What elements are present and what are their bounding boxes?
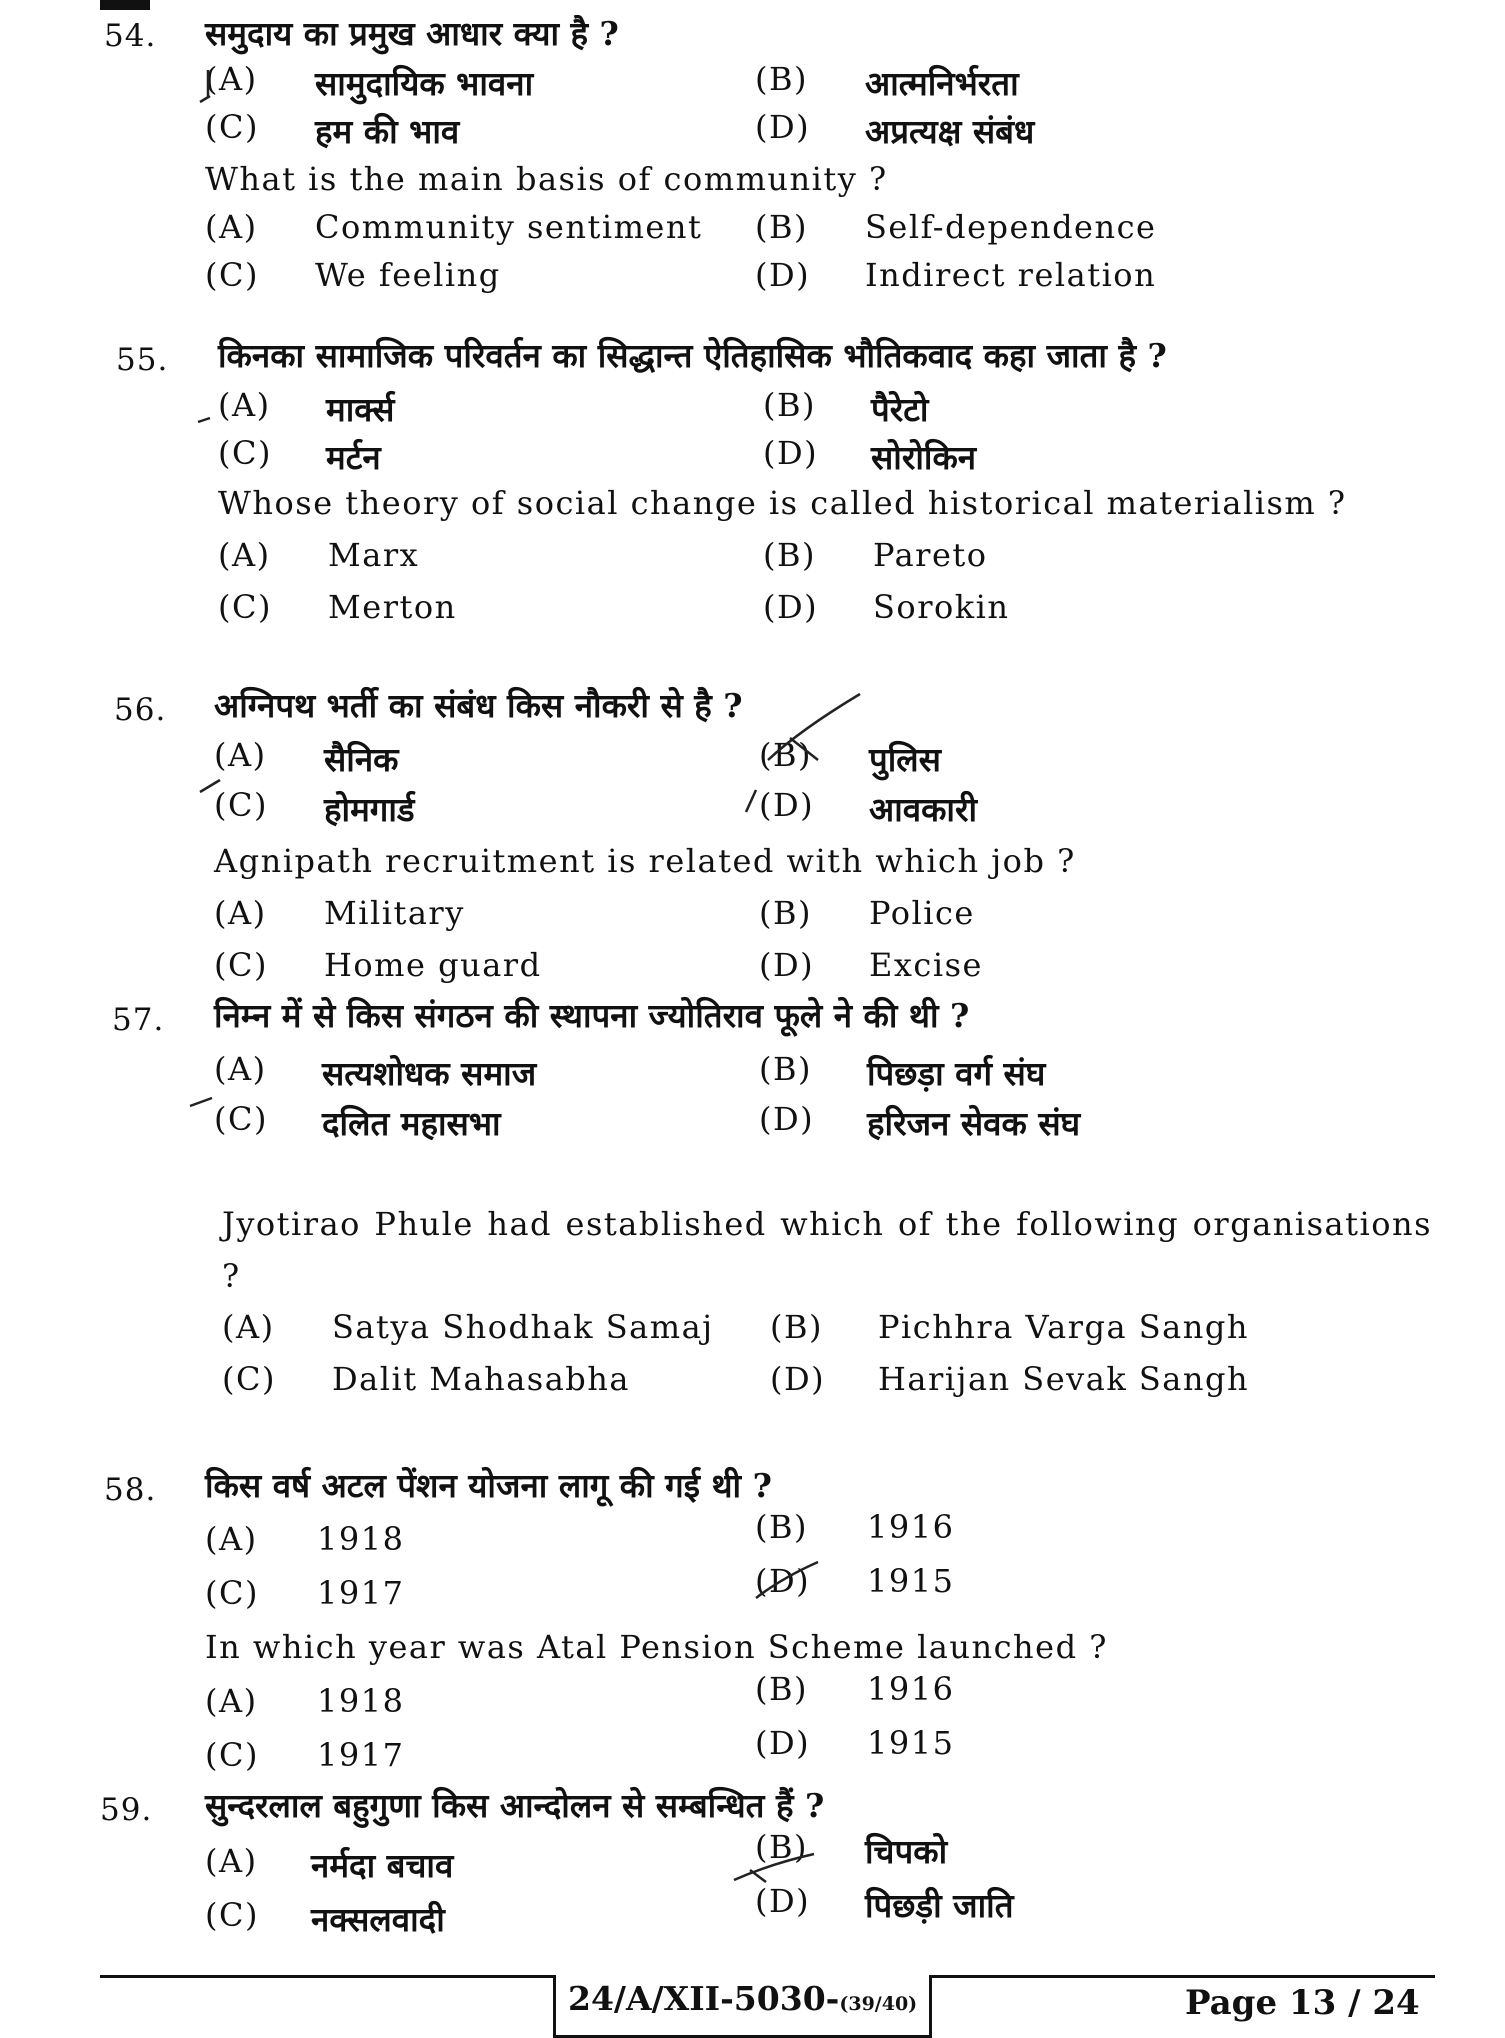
paper-code-suffix: (39/40) [839, 1993, 918, 2015]
option-letter: (D) [759, 1100, 815, 1138]
question-number: 58. [104, 1472, 157, 1508]
corner-mark [100, 0, 150, 10]
option-text: Harijan Sevak Sangh [878, 1360, 1250, 1398]
option-text: आत्मनिर्भरता [865, 64, 1019, 103]
option-text: 1918 [317, 1520, 405, 1558]
question-number: 55. [116, 342, 169, 378]
option-letter: (D) [763, 588, 819, 626]
option-letter: (C) [205, 1736, 259, 1774]
option-text: 1916 [867, 1508, 955, 1546]
option-letter: (C) [218, 588, 272, 626]
option-text: 1918 [317, 1682, 405, 1720]
pen-tick-mark [742, 786, 772, 816]
option-letter: (B) [763, 536, 816, 574]
option-text: सैनिक [324, 740, 399, 779]
option-text: सोरोकिन [871, 438, 977, 477]
option-text: पैरेटो [871, 390, 929, 429]
option-letter: (B) [755, 1508, 808, 1546]
option-letter: (D) [759, 786, 815, 824]
option-letter: (A) [205, 1520, 258, 1558]
option-text: 1915 [867, 1724, 955, 1762]
option-letter: (D) [755, 1724, 811, 1762]
pen-tick-mark [186, 1060, 226, 1110]
option-text: Home guard [324, 946, 542, 984]
question-text-hindi: समुदाय का प्रमुख आधार क्या है ? [205, 14, 619, 53]
option-text: Pichhra Varga Sangh [878, 1308, 1249, 1346]
option-text: Pareto [873, 536, 988, 574]
option-letter: (D) [770, 1360, 826, 1398]
paper-code [553, 1975, 932, 2038]
option-text: मार्क्स [326, 390, 395, 429]
option-text: आवकारी [869, 790, 978, 829]
option-text: Satya Shodhak Samaj [332, 1308, 714, 1346]
option-letter: (B) [763, 386, 816, 424]
pen-tick-mark [196, 394, 220, 424]
option-letter: (A) [205, 1682, 258, 1720]
option-text: 1917 [317, 1736, 405, 1774]
option-letter: (A) [205, 1842, 258, 1880]
option-text: 1917 [317, 1574, 405, 1612]
option-letter: (C) [214, 786, 268, 824]
option-text: Community sentiment [315, 208, 703, 246]
question-text-english: What is the main basis of community ? [205, 160, 888, 198]
option-text: नक्सलवादी [311, 1900, 445, 1939]
option-text: अप्रत्यक्ष संबंध [865, 112, 1035, 151]
option-letter: (D) [755, 256, 811, 294]
option-text: 1916 [867, 1670, 955, 1708]
option-letter: (C) [205, 1574, 259, 1612]
question-text-hindi: किस वर्ष अटल पेंशन योजना लागू की गई थी ? [205, 1466, 772, 1505]
option-letter: (C) [205, 256, 259, 294]
paper-code-text: 24/A/XII-5030- [568, 1979, 840, 2018]
option-letter: (B) [759, 1050, 812, 1088]
pen-cross-mark [760, 690, 870, 770]
question-text-english: Agnipath recruitment is related with which job ? [214, 842, 1076, 880]
option-text: मर्टन [326, 438, 381, 477]
option-letter: (A) [205, 60, 258, 98]
option-text: होमगार्ड [324, 790, 415, 829]
question-number: 57. [112, 1002, 165, 1038]
question-number: 59. [100, 1792, 153, 1828]
option-text: Merton [328, 588, 457, 626]
option-text: सत्यशोधक समाज [322, 1054, 537, 1093]
option-text: पुलिस [869, 740, 941, 779]
option-letter: (B) [759, 894, 812, 932]
question-text-hindi: किनका सामाजिक परिवर्तन का सिद्धान्त ऐतिहासिक भौतिकवाद कहा जाता है ? [218, 336, 1167, 375]
option-letter: (B) [755, 60, 808, 98]
question-text-english: In which year was Atal Pension Scheme launched ? [205, 1628, 1108, 1666]
option-letter: (D) [755, 108, 811, 146]
option-letter: (B) [755, 208, 808, 246]
option-text: नर्मदा बचाव [311, 1846, 454, 1885]
option-text: हम की भाव [315, 112, 460, 151]
option-text: पिछड़ी जाति [865, 1886, 1014, 1925]
option-letter: (B) [755, 1828, 808, 1866]
option-text: Excise [869, 946, 983, 984]
option-text: Military [324, 894, 465, 932]
option-text: चिपको [865, 1832, 948, 1871]
option-letter: (C) [222, 1360, 276, 1398]
question-text-hindi: अग्निपथ भर्ती का संबंध किस नौकरी से है ? [214, 686, 743, 725]
option-text: Indirect relation [865, 256, 1157, 294]
option-letter: (D) [763, 434, 819, 472]
option-text: पिछड़ा वर्ग संघ [867, 1054, 1046, 1093]
option-letter: (B) [759, 736, 812, 774]
option-text: Sorokin [873, 588, 1010, 626]
pen-tick-mark [196, 746, 226, 796]
question-text-english: Jyotirao Phule had established which of the following organisations ? [222, 1205, 1432, 1295]
option-letter: (C) [205, 108, 259, 146]
option-letter: (C) [214, 1100, 268, 1138]
option-letter: (A) [218, 386, 271, 424]
option-letter: (C) [205, 1896, 259, 1934]
option-letter: (A) [205, 208, 258, 246]
option-text: 1915 [867, 1562, 955, 1600]
option-text: We feeling [315, 256, 501, 294]
option-letter: (A) [222, 1308, 275, 1346]
option-letter: (D) [755, 1562, 811, 1600]
option-text: Dalit Mahasabha [332, 1360, 630, 1398]
option-letter: (D) [755, 1882, 811, 1920]
option-text: Marx [328, 536, 420, 574]
option-letter: (C) [214, 946, 268, 984]
question-text-hindi: निम्न में से किस संगठन की स्थापना ज्योतिराव फूले ने की थी ? [214, 996, 970, 1035]
option-text: हरिजन सेवक संघ [867, 1104, 1081, 1143]
option-letter: (C) [218, 434, 272, 472]
pen-tick-mark [196, 66, 226, 106]
question-number: 56. [114, 692, 167, 728]
option-letter: (A) [218, 536, 271, 574]
question-text-english: Whose theory of social change is called historical materialism ? [218, 484, 1347, 522]
question-text-hindi: सुन्दरलाल बहुगुणा किस आन्दोलन से सम्बन्धित हैं ? [205, 1786, 825, 1825]
option-letter: (B) [755, 1670, 808, 1708]
option-letter: (A) [214, 894, 267, 932]
option-letter: (B) [770, 1308, 823, 1346]
option-letter: (A) [214, 1050, 267, 1088]
option-text: Police [869, 894, 975, 932]
question-number: 54. [104, 18, 157, 54]
option-letter: (A) [214, 736, 267, 774]
option-text: दलित महासभा [322, 1104, 501, 1143]
page-number: Page 13 / 24 [1185, 1983, 1420, 2023]
option-text: Self-dependence [865, 208, 1157, 246]
option-letter: (D) [759, 946, 815, 984]
option-text: सामुदायिक भावना [315, 64, 534, 103]
pen-cross-mark [730, 1836, 820, 1886]
pen-cross-mark [752, 1558, 822, 1604]
